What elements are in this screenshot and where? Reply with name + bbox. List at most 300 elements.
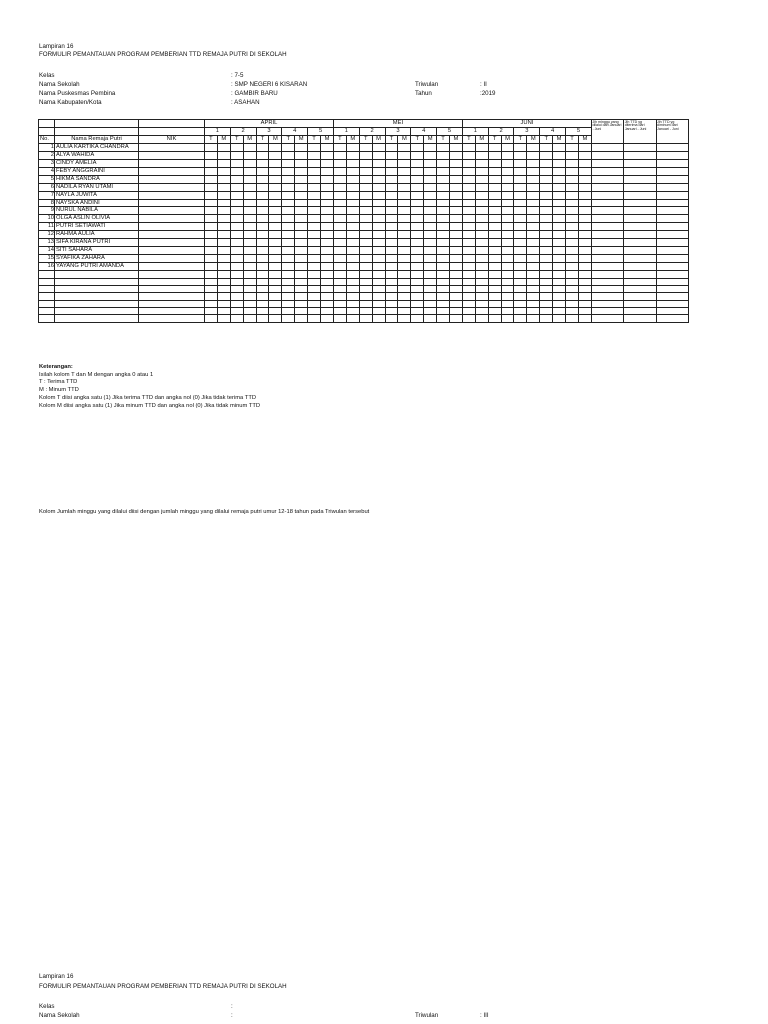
tm-entry-cell xyxy=(488,308,501,315)
summary-cell xyxy=(656,255,688,263)
tm-entry-cell xyxy=(398,191,411,199)
summary-cell xyxy=(591,199,623,207)
tm-entry-cell xyxy=(295,308,308,315)
nik-cell xyxy=(139,223,205,231)
tm-entry-cell xyxy=(372,285,385,292)
bottom-note: Kolom Jumlah minggu yang dilalui diisi dengan jumlah minggu yang dilalui remaja putri umur 12-18 tahun pada Triwulan tersebut xyxy=(39,509,370,515)
tm-entry-cell xyxy=(475,167,488,175)
tm-entry-cell xyxy=(578,285,591,292)
tm-entry-cell xyxy=(359,247,372,255)
tm-entry-cell xyxy=(359,183,372,191)
tm-entry-cell xyxy=(527,215,540,223)
tm-entry-cell xyxy=(346,183,359,191)
tm-entry-cell xyxy=(321,175,334,183)
tm-header: M xyxy=(321,135,334,143)
week-header: 5 xyxy=(437,127,463,135)
summary-column-header: Jlh TTD yg diterima dari Januari - Juni xyxy=(624,120,656,144)
tm-entry-cell xyxy=(230,159,243,167)
student-name: NADILA RYAN UTAMI xyxy=(55,183,139,191)
tm-entry-cell xyxy=(269,315,282,322)
tm-entry-cell xyxy=(372,223,385,231)
tm-entry-cell xyxy=(450,199,463,207)
tm-entry-cell xyxy=(256,300,269,307)
tm-entry-cell xyxy=(205,183,218,191)
tm-entry-cell xyxy=(475,247,488,255)
tm-header: T xyxy=(540,135,553,143)
tm-entry-cell xyxy=(269,207,282,215)
tm-entry-cell xyxy=(437,300,450,307)
tm-entry-cell xyxy=(230,247,243,255)
row-number: 5 xyxy=(39,175,55,183)
tm-entry-cell xyxy=(205,278,218,285)
tm-header: M xyxy=(424,135,437,143)
tm-entry-cell xyxy=(462,239,475,247)
summary-cell xyxy=(624,191,656,199)
tm-entry-cell xyxy=(359,151,372,159)
tm-entry-cell xyxy=(411,199,424,207)
tahun-label: Tahun xyxy=(415,90,432,97)
tm-entry-cell xyxy=(540,247,553,255)
tm-header: M xyxy=(295,135,308,143)
tm-entry-cell xyxy=(282,167,295,175)
tm-entry-cell xyxy=(385,143,398,151)
nik-cell xyxy=(139,215,205,223)
tm-entry-cell xyxy=(243,263,256,271)
tm-entry-cell xyxy=(372,263,385,271)
tm-entry-cell xyxy=(475,191,488,199)
tm-entry-cell xyxy=(488,293,501,300)
tm-entry-cell xyxy=(217,239,230,247)
tm-entry-cell xyxy=(540,263,553,271)
header-blank-cell xyxy=(55,127,139,135)
tm-entry-cell xyxy=(540,199,553,207)
tm-entry-cell xyxy=(205,215,218,223)
tm-entry-cell xyxy=(205,271,218,278)
tm-entry-cell xyxy=(243,315,256,322)
header-blank-cell xyxy=(39,120,55,128)
summary-cell xyxy=(656,199,688,207)
table-row xyxy=(39,191,689,199)
tm-entry-cell xyxy=(475,215,488,223)
tm-entry-cell xyxy=(308,278,321,285)
tm-entry-cell xyxy=(321,215,334,223)
row-number: 1 xyxy=(39,143,55,151)
tm-entry-cell xyxy=(269,199,282,207)
tm-entry-cell xyxy=(553,199,566,207)
tm-entry-cell xyxy=(514,300,527,307)
tm-entry-cell xyxy=(217,308,230,315)
nik-column-header: NIK xyxy=(139,135,205,143)
tm-entry-cell xyxy=(578,293,591,300)
tm-entry-cell xyxy=(282,271,295,278)
summary-cell xyxy=(624,159,656,167)
tm-entry-cell xyxy=(501,247,514,255)
tm-entry-cell xyxy=(230,308,243,315)
tm-entry-cell xyxy=(514,278,527,285)
tm-entry-cell xyxy=(527,247,540,255)
student-name: YAYANG PUTRI AMANDA xyxy=(55,263,139,271)
tm-entry-cell xyxy=(462,223,475,231)
tm-entry-cell xyxy=(321,315,334,322)
tm-entry-cell xyxy=(372,191,385,199)
tm-entry-cell xyxy=(501,199,514,207)
tm-entry-cell xyxy=(217,263,230,271)
tm-entry-cell xyxy=(308,315,321,322)
tm-entry-cell xyxy=(346,191,359,199)
header-row-tm xyxy=(39,135,689,143)
tm-entry-cell xyxy=(501,263,514,271)
tm-entry-cell xyxy=(450,143,463,151)
tm-entry-cell xyxy=(385,255,398,263)
tm-entry-cell xyxy=(566,159,579,167)
tm-entry-cell xyxy=(553,231,566,239)
tm-entry-cell xyxy=(256,143,269,151)
tm-entry-cell xyxy=(437,215,450,223)
tm-entry-cell xyxy=(346,293,359,300)
tm-entry-cell xyxy=(578,300,591,307)
tm-entry-cell xyxy=(411,255,424,263)
tm-entry-cell xyxy=(566,215,579,223)
tm-entry-cell xyxy=(282,285,295,292)
tm-entry-cell xyxy=(540,231,553,239)
tm-entry-cell xyxy=(450,308,463,315)
tm-entry-cell xyxy=(333,223,346,231)
tm-entry-cell xyxy=(450,239,463,247)
tm-entry-cell xyxy=(217,191,230,199)
summary-cell xyxy=(591,183,623,191)
tm-entry-cell xyxy=(424,293,437,300)
kelas-value: : 7-5 xyxy=(231,72,244,79)
tm-header: M xyxy=(243,135,256,143)
tm-entry-cell xyxy=(333,159,346,167)
tm-entry-cell xyxy=(514,308,527,315)
tm-entry-cell xyxy=(269,223,282,231)
tm-entry-cell xyxy=(385,159,398,167)
table-row xyxy=(39,278,689,285)
summary-cell xyxy=(624,175,656,183)
tm-entry-cell xyxy=(475,239,488,247)
tm-entry-cell xyxy=(256,231,269,239)
tm-entry-cell xyxy=(553,207,566,215)
tm-entry-cell xyxy=(359,215,372,223)
tm-entry-cell xyxy=(269,300,282,307)
tm-entry-cell xyxy=(488,300,501,307)
tm-entry-cell xyxy=(475,199,488,207)
summary-cell xyxy=(624,167,656,175)
tm-entry-cell xyxy=(578,215,591,223)
tm-entry-cell xyxy=(501,278,514,285)
no-column-header: No. xyxy=(39,135,55,143)
table-row xyxy=(39,215,689,223)
tm-entry-cell xyxy=(553,167,566,175)
tm-entry-cell xyxy=(398,271,411,278)
student-name xyxy=(55,293,139,300)
tm-entry-cell xyxy=(217,199,230,207)
tm-entry-cell xyxy=(308,308,321,315)
summary-cell xyxy=(656,271,688,278)
tm-entry-cell xyxy=(411,285,424,292)
tm-entry-cell xyxy=(462,308,475,315)
tm-entry-cell xyxy=(553,247,566,255)
tm-entry-cell xyxy=(333,239,346,247)
summary-cell xyxy=(591,271,623,278)
tm-entry-cell xyxy=(553,271,566,278)
tm-entry-cell xyxy=(205,207,218,215)
tm-entry-cell xyxy=(527,159,540,167)
tm-entry-cell xyxy=(462,285,475,292)
tm-header: M xyxy=(398,135,411,143)
week-header: 5 xyxy=(308,127,334,135)
tm-entry-cell xyxy=(437,207,450,215)
tm-entry-cell xyxy=(553,191,566,199)
tm-entry-cell xyxy=(450,207,463,215)
tm-entry-cell xyxy=(346,300,359,307)
summary-cell xyxy=(591,167,623,175)
tm-header: M xyxy=(527,135,540,143)
tm-entry-cell xyxy=(450,271,463,278)
nik-cell xyxy=(139,199,205,207)
tm-entry-cell xyxy=(295,215,308,223)
tm-header: T xyxy=(359,135,372,143)
tm-entry-cell xyxy=(308,183,321,191)
tm-entry-cell xyxy=(269,308,282,315)
tm-header: T xyxy=(462,135,475,143)
tm-entry-cell xyxy=(359,239,372,247)
table-row xyxy=(39,167,689,175)
tm-entry-cell xyxy=(205,255,218,263)
table-row xyxy=(39,199,689,207)
tm-header: M xyxy=(269,135,282,143)
tm-entry-cell xyxy=(450,215,463,223)
tm-entry-cell xyxy=(308,271,321,278)
summary-cell xyxy=(591,247,623,255)
summary-cell xyxy=(624,183,656,191)
tm-entry-cell xyxy=(488,151,501,159)
tm-entry-cell xyxy=(462,207,475,215)
tm-entry-cell xyxy=(346,151,359,159)
tm-entry-cell xyxy=(450,191,463,199)
tm-entry-cell xyxy=(385,151,398,159)
tm-entry-cell xyxy=(321,159,334,167)
student-name: AULIA KARTIKA CHANDRA xyxy=(55,143,139,151)
tm-entry-cell xyxy=(256,255,269,263)
student-name: ALYA WAHIDA xyxy=(55,151,139,159)
tm-entry-cell xyxy=(308,159,321,167)
tm-entry-cell xyxy=(437,308,450,315)
summary-cell xyxy=(591,223,623,231)
tm-entry-cell xyxy=(462,271,475,278)
tm-entry-cell xyxy=(578,271,591,278)
tm-entry-cell xyxy=(566,247,579,255)
tm-entry-cell xyxy=(501,175,514,183)
tm-entry-cell xyxy=(488,199,501,207)
tm-entry-cell xyxy=(566,183,579,191)
table-row xyxy=(39,151,689,159)
tm-entry-cell xyxy=(217,207,230,215)
tm-entry-cell xyxy=(256,263,269,271)
tm-entry-cell xyxy=(488,278,501,285)
tm-entry-cell xyxy=(256,293,269,300)
tm-entry-cell xyxy=(230,271,243,278)
tm-entry-cell xyxy=(372,159,385,167)
tm-entry-cell xyxy=(385,199,398,207)
tm-entry-cell xyxy=(578,239,591,247)
tm-entry-cell xyxy=(295,183,308,191)
student-name: RAHMA AULIA xyxy=(55,231,139,239)
week-header: 1 xyxy=(205,127,231,135)
tm-entry-cell xyxy=(450,255,463,263)
tm-entry-cell xyxy=(514,255,527,263)
tm-entry-cell xyxy=(527,293,540,300)
tm-entry-cell xyxy=(553,308,566,315)
student-name xyxy=(55,285,139,292)
tm-entry-cell xyxy=(346,247,359,255)
tm-entry-cell xyxy=(566,143,579,151)
tm-header: T xyxy=(385,135,398,143)
tm-entry-cell xyxy=(230,239,243,247)
table-row xyxy=(39,308,689,315)
student-name: SYAFIKA ZAHARA xyxy=(55,255,139,263)
tm-entry-cell xyxy=(372,199,385,207)
summary-column-header: Jlh TTD yg diminum dari Januari - Juni xyxy=(656,120,688,144)
tm-entry-cell xyxy=(205,175,218,183)
tm-entry-cell xyxy=(372,293,385,300)
tm-entry-cell xyxy=(333,308,346,315)
tm-entry-cell xyxy=(269,278,282,285)
tm-entry-cell xyxy=(450,247,463,255)
tm-entry-cell xyxy=(437,315,450,322)
tm-entry-cell xyxy=(462,300,475,307)
tm-entry-cell xyxy=(578,308,591,315)
summary-cell xyxy=(624,239,656,247)
second-kelas-value: : xyxy=(231,1003,233,1010)
tm-entry-cell xyxy=(385,207,398,215)
note-line: M : Minum TTD xyxy=(39,387,79,394)
tm-entry-cell xyxy=(243,247,256,255)
tm-entry-cell xyxy=(230,278,243,285)
tm-entry-cell xyxy=(437,183,450,191)
tm-entry-cell xyxy=(308,247,321,255)
tm-entry-cell xyxy=(230,191,243,199)
header-row-weeks xyxy=(39,127,689,135)
tm-entry-cell xyxy=(308,255,321,263)
summary-cell xyxy=(656,239,688,247)
week-header: 4 xyxy=(540,127,566,135)
row-number xyxy=(39,293,55,300)
summary-cell xyxy=(656,215,688,223)
tm-entry-cell xyxy=(359,255,372,263)
tm-entry-cell xyxy=(269,175,282,183)
tm-entry-cell xyxy=(295,143,308,151)
nik-cell xyxy=(139,175,205,183)
tm-entry-cell xyxy=(488,255,501,263)
tm-entry-cell xyxy=(321,285,334,292)
table-row xyxy=(39,271,689,278)
tm-entry-cell xyxy=(527,199,540,207)
tm-entry-cell xyxy=(398,223,411,231)
nik-cell xyxy=(139,207,205,215)
sekolah-value: : SMP NEGERI 6 KISARAN xyxy=(231,81,308,88)
tm-entry-cell xyxy=(308,300,321,307)
summary-cell xyxy=(656,308,688,315)
tm-entry-cell xyxy=(578,151,591,159)
tm-entry-cell xyxy=(578,191,591,199)
tm-entry-cell xyxy=(527,308,540,315)
summary-cell xyxy=(656,159,688,167)
tm-entry-cell xyxy=(462,293,475,300)
tm-entry-cell xyxy=(514,159,527,167)
form-title: FORMULIR PEMANTAUAN PROGRAM PEMBERIAN TTD REMAJA PUTRI DI SEKOLAH xyxy=(39,51,287,58)
tm-entry-cell xyxy=(346,199,359,207)
week-header: 1 xyxy=(462,127,488,135)
tm-entry-cell xyxy=(243,223,256,231)
tm-entry-cell xyxy=(295,175,308,183)
tm-entry-cell xyxy=(437,167,450,175)
tm-entry-cell xyxy=(553,285,566,292)
tm-entry-cell xyxy=(372,151,385,159)
summary-cell xyxy=(624,293,656,300)
tm-entry-cell xyxy=(566,300,579,307)
tm-entry-cell xyxy=(411,223,424,231)
summary-cell xyxy=(624,285,656,292)
tm-entry-cell xyxy=(398,183,411,191)
nik-cell xyxy=(139,239,205,247)
tm-entry-cell xyxy=(217,223,230,231)
tm-entry-cell xyxy=(398,247,411,255)
student-name xyxy=(55,315,139,322)
tm-entry-cell xyxy=(411,143,424,151)
tm-entry-cell xyxy=(488,239,501,247)
tm-entry-cell xyxy=(295,300,308,307)
tm-entry-cell xyxy=(295,315,308,322)
student-name xyxy=(55,308,139,315)
tm-entry-cell xyxy=(540,223,553,231)
tm-entry-cell xyxy=(514,315,527,322)
tm-entry-cell xyxy=(424,159,437,167)
tm-entry-cell xyxy=(475,143,488,151)
tm-entry-cell xyxy=(488,191,501,199)
tm-entry-cell xyxy=(321,199,334,207)
tm-entry-cell xyxy=(540,300,553,307)
tm-entry-cell xyxy=(346,175,359,183)
tm-entry-cell xyxy=(295,278,308,285)
tm-entry-cell xyxy=(540,315,553,322)
tm-entry-cell xyxy=(372,271,385,278)
tm-entry-cell xyxy=(514,263,527,271)
tm-entry-cell xyxy=(256,308,269,315)
tm-entry-cell xyxy=(527,207,540,215)
tm-entry-cell xyxy=(295,191,308,199)
table-row xyxy=(39,231,689,239)
tm-entry-cell xyxy=(578,207,591,215)
tm-entry-cell xyxy=(527,255,540,263)
tm-entry-cell xyxy=(553,183,566,191)
tm-entry-cell xyxy=(359,167,372,175)
tm-entry-cell xyxy=(282,293,295,300)
tm-entry-cell xyxy=(205,263,218,271)
tm-entry-cell xyxy=(527,239,540,247)
monitoring-table xyxy=(38,119,689,323)
tm-entry-cell xyxy=(553,315,566,322)
tm-entry-cell xyxy=(578,183,591,191)
tm-entry-cell xyxy=(230,285,243,292)
tm-entry-cell xyxy=(282,300,295,307)
tm-entry-cell xyxy=(462,315,475,322)
tm-entry-cell xyxy=(333,183,346,191)
tm-header: T xyxy=(514,135,527,143)
tm-entry-cell xyxy=(475,263,488,271)
tm-entry-cell xyxy=(411,183,424,191)
